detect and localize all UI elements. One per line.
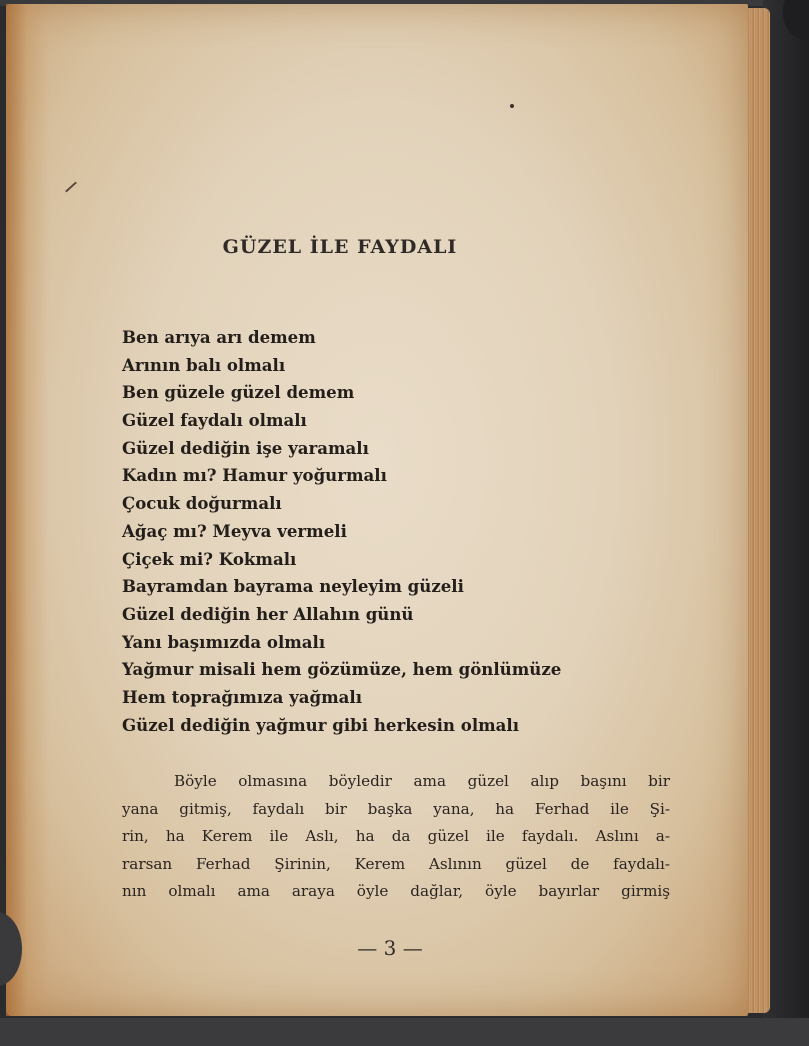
prose-line: yana gitmiş, faydalı bir başka yana, ha Ferhad ile Şi- (122, 799, 670, 818)
page-title: GÜZEL İLE FAYDALI (222, 236, 458, 258)
poem-line: Güzel dediğin her Allahın günü (122, 603, 414, 624)
page-number: — 3 — (357, 936, 423, 960)
binding-shadow (6, 4, 48, 1016)
poem-line: Güzel dediğin işe yaramalı (122, 437, 369, 458)
poem-line: Bayramdan bayrama neyleyim güzeli (122, 576, 464, 597)
bottom-border (0, 1018, 809, 1046)
prose-paragraph (122, 768, 670, 906)
poem-line: Hem toprağımıza yağmalı (122, 686, 363, 707)
prose-line: rarsan Ferhad Şirinin, Kerem Aslının güzel de faydalı- (122, 854, 670, 873)
poem-line: Güzel faydalı olmalı (122, 410, 307, 431)
poem-line: Çocuk doğurmalı (122, 493, 282, 514)
poem-line: Çiçek mi? Kokmalı (122, 548, 297, 569)
poem-line: Ağaç mı? Meyva vermeli (122, 520, 347, 541)
prose-line: Böyle olmasına böyledir ama güzel alıp başını bir (174, 772, 670, 790)
poem-line: Ben güzele güzel demem (122, 382, 355, 403)
poem-line: Yanı başımızda olmalı (122, 631, 326, 652)
poem-line: Arının balı olmalı (122, 354, 286, 375)
prose-line: nın olmalı ama araya öyle dağlar, öyle bayırlar girmiş (122, 882, 670, 900)
poem-line: Ben arıya arı demem (122, 327, 316, 347)
poem-line: Kadın mı? Hamur yoğurmalı (122, 465, 387, 486)
poem-line: Güzel dediğin yağmur gibi herkesin olmalı (122, 714, 520, 735)
poem (122, 324, 561, 739)
prose-line: rin, ha Kerem ile Aslı, ha da güzel ile faydalı. Aslını a- (122, 827, 670, 845)
paper-speck (510, 104, 514, 108)
poem-line: Yağmur misali hem gözümüze, hem gönlümüze (122, 659, 562, 680)
